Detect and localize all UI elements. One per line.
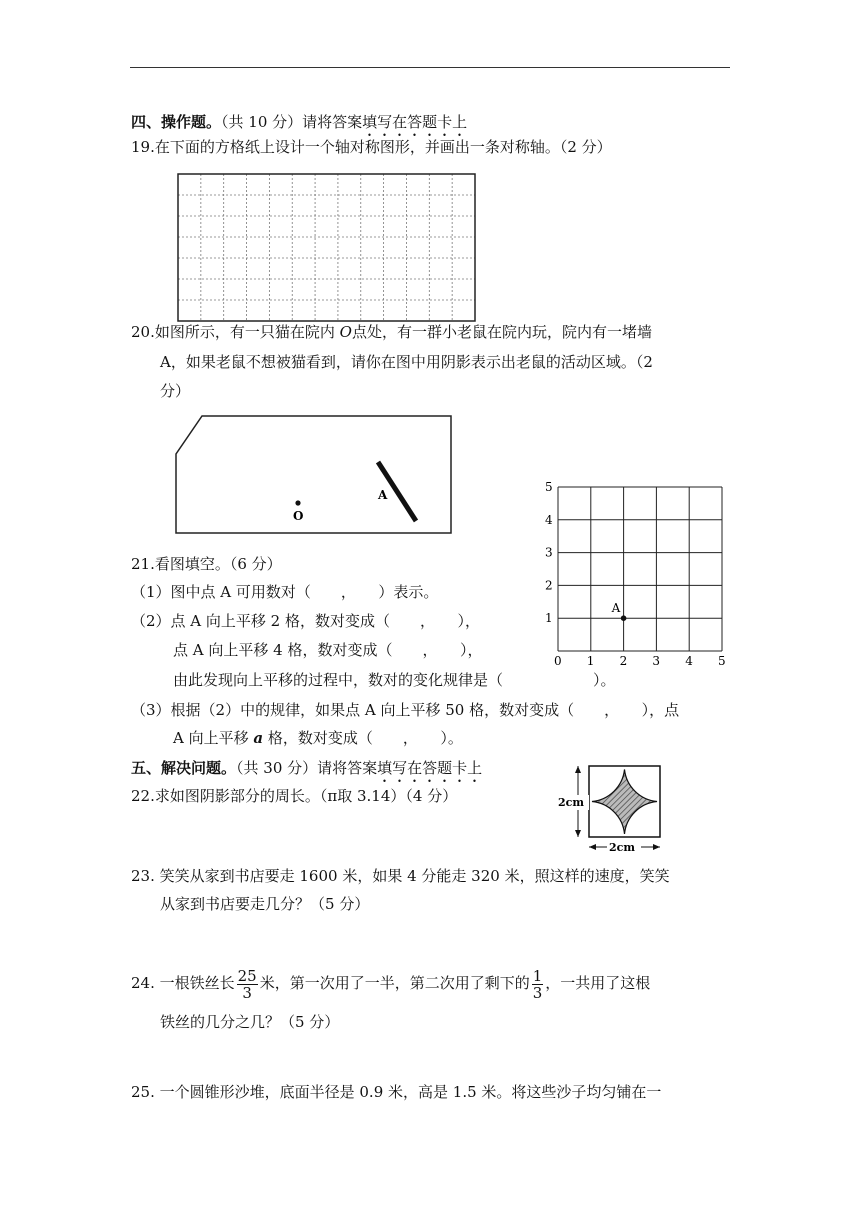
question-24-line1: [131, 964, 650, 1002]
point-a: [621, 615, 627, 621]
q24-text-a: 24. 一根铁丝长: [131, 974, 235, 992]
x-tick-label: 5: [718, 654, 726, 668]
x-tick-label: 0: [554, 654, 562, 668]
q20-text-a: 20.如图所示，有一只猫在院内: [131, 323, 340, 341]
x-tick-label: 1: [586, 654, 595, 668]
y-tick-label: 2: [545, 578, 553, 593]
q20-point-o: O: [339, 323, 352, 341]
question-19: 19.在下面的方格纸上设计一个轴对称图形，并画出一条对称轴。（2 分）: [131, 138, 612, 156]
x-tick-label: 4: [685, 654, 693, 668]
y-tick-label: 3: [545, 545, 553, 560]
wall-label: A: [378, 488, 388, 502]
question-21-part1: （1）图中点 A 可用数对（ ， ）表示。: [131, 583, 439, 601]
q21-p3b-text1: A 向上平移: [173, 729, 254, 747]
header-rule: [130, 67, 730, 68]
question-21-part3a: （3）根据（2）中的规律，如果点 A 向上平移 50 格，数对变成（ ， ），点: [131, 701, 680, 719]
bottom-length-label: 2cm: [609, 841, 635, 854]
arrow-left-icon: [589, 844, 596, 850]
section4-note: （共 10 分）请将答案: [221, 113, 363, 131]
question-22: 22.求如图阴影部分的周长。（π取 3.14）（4 分）: [131, 787, 458, 805]
fraction-25-3: [237, 968, 258, 1001]
q21-variable-a: a: [253, 729, 264, 747]
point-a-label: A: [611, 601, 621, 616]
x-tick-label: 3: [652, 654, 661, 668]
y-tick-label: 4: [545, 512, 553, 527]
section4-heading: [131, 112, 467, 140]
shaded-region: [592, 770, 657, 835]
section4-emphasis: 填写在答题卡上: [362, 113, 468, 131]
side-length-label: 2cm: [558, 796, 584, 809]
section5-heading: [131, 758, 482, 786]
section5-emphasis: 填写在答题卡上: [377, 759, 483, 777]
question-21-part3b: [173, 728, 463, 748]
q24-text-b: 米，第一次用了一半，第二次用了剩下的: [259, 974, 530, 992]
question-20-line2: A，如果老鼠不想被猫看到，请你在图中用阴影表示出老鼠的活动区域。（2: [160, 353, 653, 371]
coordinate-grid: [536, 478, 736, 674]
question-21-title: 21.看图填空。（6 分）: [131, 555, 282, 573]
fraction-denominator: 3: [242, 983, 252, 1002]
q21-p3b-text2: 格，数对变成（ ， ）。: [263, 729, 463, 747]
section5-note: （共 30 分）请将答案: [236, 759, 378, 777]
question-23-line1: 23. 笑笑从家到书店要走 1600 米，如果 4 分能走 320 米，照这样的速度，笑笑: [131, 867, 670, 885]
grid-lines: [178, 174, 475, 321]
arrow-right-icon: [653, 844, 660, 850]
astroid-figure: [555, 760, 735, 858]
cat-point: [295, 500, 300, 505]
x-tick-label: 2: [619, 654, 628, 668]
fraction-numerator: 25: [237, 966, 257, 985]
question-24-line2: 铁丝的几分之几？（5 分）: [160, 1013, 340, 1031]
question-25-line1: 25. 一个圆锥形沙堆，底面半径是 0.9 米，高是 1.5 米。将这些沙子均匀铺在一: [131, 1083, 662, 1101]
q24-text-c: ，一共用了这根: [545, 974, 651, 992]
arrow-down-icon: [575, 830, 581, 837]
fraction-numerator: 1: [532, 966, 543, 985]
y-tick-label: 1: [545, 611, 553, 626]
arrow-up-icon: [575, 766, 581, 773]
q19-grid-paper: [176, 172, 478, 324]
cat-label: O: [293, 509, 304, 523]
fraction-1-3: [532, 968, 544, 1001]
question-23-line2: 从家到书店要走几分？（5 分）: [160, 895, 370, 913]
coordinate-grid-lines: [545, 480, 726, 668]
question-21-part2b: 点 A 向上平移 4 格，数对变成（ ， ），: [173, 641, 483, 659]
section5-title: 五、解决问题。: [131, 759, 237, 777]
grid-border: [178, 174, 475, 321]
question-20-line1: [131, 322, 652, 342]
y-tick-label: 5: [545, 480, 553, 494]
question-21-part2c: 由此发现向上平移的过程中，数对的变化规律是（ ）。: [173, 671, 616, 689]
question-21-part2a: （2）点 A 向上平移 2 格，数对变成（ ， ），: [131, 612, 480, 630]
fraction-denominator: 3: [532, 983, 543, 1002]
question-20-line3: 分）: [160, 382, 191, 400]
courtyard-figure: [170, 410, 455, 538]
section4-title: 四、操作题。: [131, 113, 222, 131]
q20-text-b: 点处，有一群小老鼠在院内玩，院内有一堵墙: [351, 323, 652, 341]
